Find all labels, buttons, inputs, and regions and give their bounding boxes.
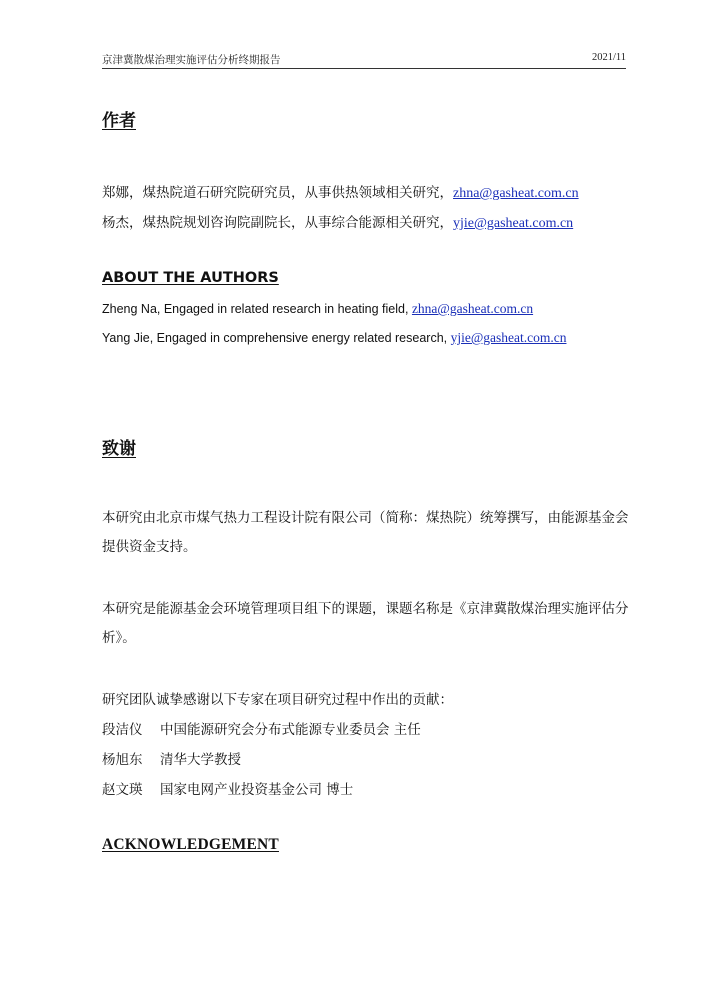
author-email-link[interactable]: zhna@gasheat.com.cn <box>453 186 579 201</box>
expert-role: 清华大学教授 <box>160 752 241 768</box>
expert-name: 杨旭东 <box>102 752 143 768</box>
expert-role: 国家电网产业投资基金公司 博士 <box>160 782 354 798</box>
authors-heading-en: ABOUT THE AUTHORS <box>102 270 279 286</box>
expert-role: 中国能源研究会分布式能源专业委员会 主任 <box>160 722 421 738</box>
expert-item <box>102 778 353 798</box>
author-line-en <box>102 330 566 346</box>
acknowledgement-heading-en: ACKNOWLEDGEMENT <box>102 836 279 853</box>
report-title: 京津冀散煤治理实施评估分析终期报告 <box>102 54 281 66</box>
author-email-link[interactable]: yjie@gasheat.com.cn <box>453 216 574 231</box>
author-line-en <box>102 301 533 317</box>
author-line-zh <box>102 211 573 232</box>
author-line-zh <box>102 181 579 202</box>
expert-name: 段洁仪 <box>102 722 143 738</box>
author-description: Zheng Na, Engaged in related research in heating field, <box>102 302 412 316</box>
author-description: 杨杰，煤热院规划咨询院副院长，从事综合能源相关研究， <box>102 215 453 231</box>
expert-name: 赵文瑛 <box>102 782 143 798</box>
author-description: 郑娜，煤热院道石研究院研究员，从事供热领域相关研究， <box>102 185 453 201</box>
authors-heading-zh: 作者 <box>102 111 136 131</box>
acknowledgement-paragraph: 本研究由北京市煤气热力工程设计院有限公司（简称：煤热院）统筹撰写，由能源基金会提供资金支持。 <box>102 510 629 555</box>
acknowledgement-paragraph: 本研究是能源基金会环境管理项目组下的课题，课题名称是《京津冀散煤治理实施评估分析》。 <box>102 601 629 646</box>
page-header <box>102 52 626 69</box>
expert-item <box>102 718 421 738</box>
expert-item <box>102 748 241 768</box>
author-description: Yang Jie, Engaged in comprehensive energy related research, <box>102 331 451 345</box>
experts-intro: 研究团队诚挚感谢以下专家在项目研究过程中作出的贡献： <box>102 692 453 708</box>
acknowledgement-heading-zh: 致谢 <box>102 439 136 459</box>
author-email-link[interactable]: yjie@gasheat.com.cn <box>450 330 567 345</box>
author-email-link[interactable]: zhna@gasheat.com.cn <box>411 301 534 316</box>
report-date: 2021/11 <box>591 52 626 63</box>
